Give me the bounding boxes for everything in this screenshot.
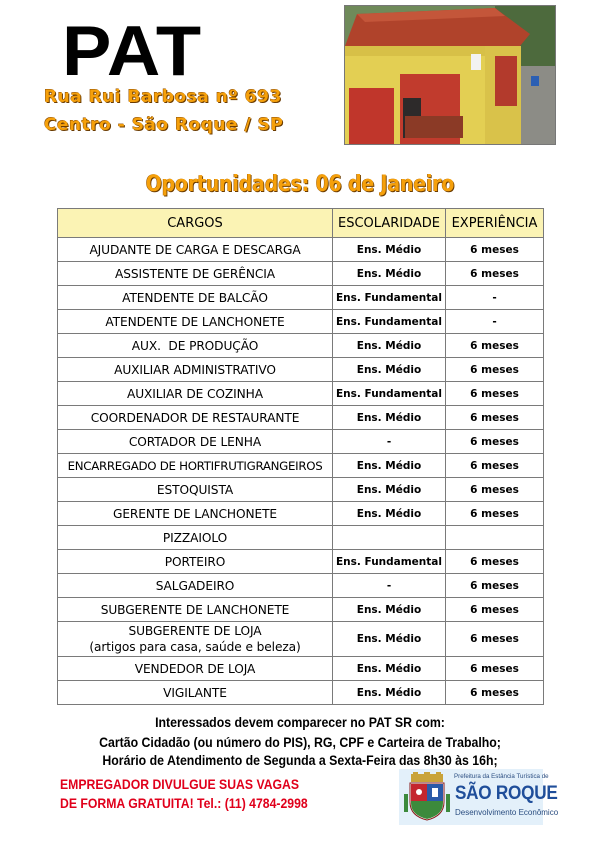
cargo-cell: SUBGERENTE DE LANCHONETE	[58, 598, 333, 622]
cargo-cell: AJUDANTE DE CARGA E DESCARGA	[58, 238, 333, 262]
experiencia-cell: 6 meses	[446, 454, 544, 478]
experiencia-cell: 6 meses	[446, 358, 544, 382]
header-experiencia: EXPERIÊNCIA	[446, 209, 544, 238]
table-header-row	[58, 209, 544, 238]
escolaridade-cell: Ens. Médio	[333, 622, 446, 657]
cargo-cell	[58, 622, 333, 657]
page-title: PAT	[62, 11, 203, 91]
table-row	[58, 238, 544, 262]
address-street: Rua Rui Barbosa nº 693	[44, 87, 282, 107]
cargo-cell: SALGADEIRO	[58, 574, 333, 598]
experiencia-cell: 6 meses	[446, 622, 544, 657]
experiencia-cell: 6 meses	[446, 598, 544, 622]
department-label: Desenvolvimento Econômico	[455, 808, 559, 817]
cargo-subtitle: (artigos para casa, saúde e beleza)	[89, 640, 301, 654]
table-row	[58, 550, 544, 574]
table-row	[58, 681, 544, 705]
experiencia-cell: 6 meses	[446, 238, 544, 262]
info-line-1: Interessados devem comparecer no PAT SR com:	[155, 715, 445, 730]
prefeitura-label: Prefeitura da Estância Turística de	[454, 773, 549, 780]
cargo-cell: ATENDENTE DE BALCÃO	[58, 286, 333, 310]
escolaridade-cell: Ens. Fundamental	[333, 310, 446, 334]
table-row	[58, 406, 544, 430]
experiencia-cell: -	[446, 310, 544, 334]
cargo-cell: CORTADOR DE LENHA	[58, 430, 333, 454]
cargo-cell: ASSISTENTE DE GERÊNCIA	[58, 262, 333, 286]
escolaridade-cell: Ens. Médio	[333, 358, 446, 382]
escolaridade-cell: Ens. Médio	[333, 334, 446, 358]
experiencia-cell: 6 meses	[446, 478, 544, 502]
building-illustration	[345, 6, 556, 145]
table-row	[58, 502, 544, 526]
experiencia-cell: 6 meses	[446, 334, 544, 358]
table-row	[58, 334, 544, 358]
sao-roque-logo	[399, 769, 559, 825]
header-cargos: CARGOS	[58, 209, 333, 238]
experiencia-cell: 6 meses	[446, 502, 544, 526]
escolaridade-cell: Ens. Fundamental	[333, 286, 446, 310]
cargo-cell: GERENTE DE LANCHONETE	[58, 502, 333, 526]
table-row	[58, 657, 544, 681]
info-line-3: Horário de Atendimento de Segunda a Sexta-Feira das 8h30 às 16h;	[102, 753, 498, 768]
table-row	[58, 430, 544, 454]
experiencia-cell: 6 meses	[446, 550, 544, 574]
escolaridade-cell: -	[333, 430, 446, 454]
city-crest-icon	[402, 772, 452, 822]
cargo-cell: VENDEDOR DE LOJA	[58, 657, 333, 681]
cargo-cell: AUXILIAR DE COZINHA	[58, 382, 333, 406]
escolaridade-cell: -	[333, 574, 446, 598]
cargo-cell: VIGILANTE	[58, 681, 333, 705]
table-row	[58, 286, 544, 310]
escolaridade-cell: Ens. Médio	[333, 454, 446, 478]
opportunities-title: Oportunidades: 06 de Janeiro	[145, 172, 455, 197]
escolaridade-cell: Ens. Médio	[333, 657, 446, 681]
experiencia-cell: 6 meses	[446, 430, 544, 454]
header-escolaridade: ESCOLARIDADE	[333, 209, 446, 238]
cargo-cell: AUX. DE PRODUÇÃO	[58, 334, 333, 358]
cargo-cell: ENCARREGADO DE HORTIFRUTIGRANGEIROS	[58, 454, 333, 478]
experiencia-cell: 6 meses	[446, 262, 544, 286]
escolaridade-cell: Ens. Médio	[333, 406, 446, 430]
experiencia-cell: 6 meses	[446, 574, 544, 598]
experiencia-cell: 6 meses	[446, 406, 544, 430]
building-photo	[344, 5, 556, 145]
promo-line-1: EMPREGADOR DIVULGUE SUAS VAGAS	[60, 777, 300, 792]
cargo-title: SUBGERENTE DE LOJA	[128, 624, 262, 638]
escolaridade-cell	[333, 526, 446, 550]
escolaridade-cell: Ens. Fundamental	[333, 550, 446, 574]
address-city: Centro - São Roque / SP	[44, 115, 284, 135]
cargo-cell: PORTEIRO	[58, 550, 333, 574]
experiencia-cell: 6 meses	[446, 657, 544, 681]
promo-line-2: DE FORMA GRATUITA! Tel.: (11) 4784-2998	[60, 796, 308, 811]
cargo-cell: AUXILIAR ADMINISTRATIVO	[58, 358, 333, 382]
experiencia-cell: 6 meses	[446, 681, 544, 705]
escolaridade-cell: Ens. Médio	[333, 598, 446, 622]
table-row	[58, 574, 544, 598]
experiencia-cell	[446, 526, 544, 550]
escolaridade-cell: Ens. Médio	[333, 262, 446, 286]
city-name: SÃO ROQUE	[455, 782, 558, 804]
escolaridade-cell: Ens. Fundamental	[333, 382, 446, 406]
experiencia-cell: -	[446, 286, 544, 310]
table-row	[58, 622, 544, 657]
jobs-table	[57, 208, 544, 705]
experiencia-cell: 6 meses	[446, 382, 544, 406]
cargo-cell: ESTOQUISTA	[58, 478, 333, 502]
table-row	[58, 454, 544, 478]
table-row	[58, 382, 544, 406]
table-row	[58, 358, 544, 382]
escolaridade-cell: Ens. Médio	[333, 502, 446, 526]
table-row	[58, 598, 544, 622]
table-row	[58, 478, 544, 502]
escolaridade-cell: Ens. Médio	[333, 478, 446, 502]
table-row	[58, 262, 544, 286]
info-line-2: Cartão Cidadão (ou número do PIS), RG, CPF e Carteira de Trabalho;	[99, 735, 501, 750]
table-row	[58, 310, 544, 334]
cargo-cell: ATENDENTE DE LANCHONETE	[58, 310, 333, 334]
cargo-cell: PIZZAIOLO	[58, 526, 333, 550]
escolaridade-cell: Ens. Médio	[333, 238, 446, 262]
escolaridade-cell: Ens. Médio	[333, 681, 446, 705]
table-row	[58, 526, 544, 550]
cargo-cell: COORDENADOR DE RESTAURANTE	[58, 406, 333, 430]
